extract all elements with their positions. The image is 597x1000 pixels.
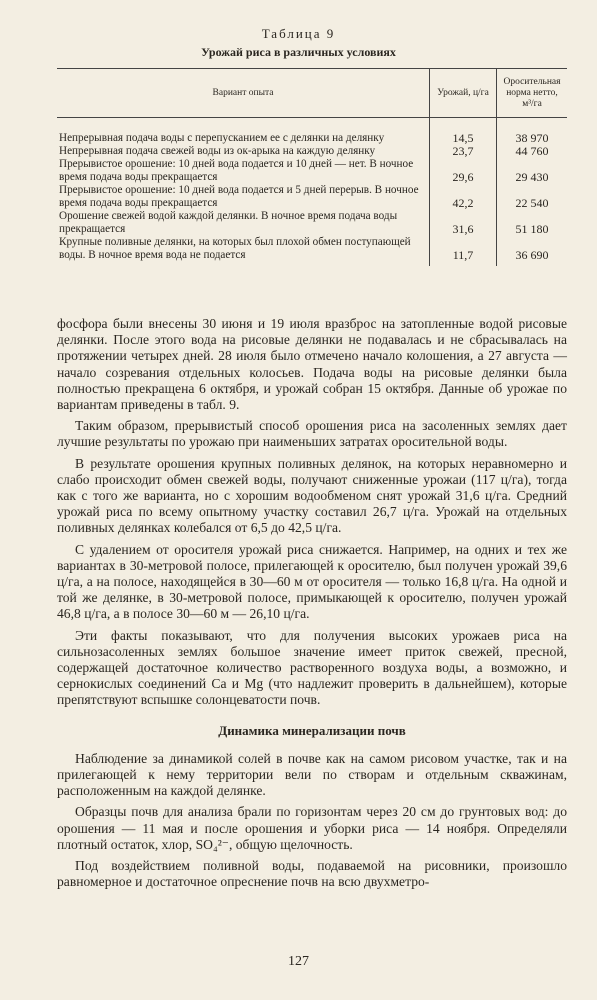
row-norm: 29 430 xyxy=(497,158,568,184)
paragraph: Эти факты показывают, что для получения высоких урожаев риса на сильнозасоленных землях большое значение имеет приток свежей, пресной, содержащей достаточное количество растворенного воздуха воды, а возможно, и сернокислых соединений Ca и Mg (что надлежит проверить в дальнейшем), которые препятствуют вспышке солонцеватости почв. xyxy=(57,627,567,708)
table-title: Урожай риса в различных условиях xyxy=(201,45,396,59)
row-yield: 14,5 xyxy=(430,118,497,146)
row-yield: 29,6 xyxy=(430,158,497,184)
paragraph: фосфора были внесены 30 июня и 19 июля вразброс на затопленные водой рисовые делянки. После этого вода на рисовые делянки не подавалась и не сбрасывалась на протяжении четырех дней. 28 июля было отмечено начало колошения, а 27 августа — начало созревания отдельных колосьев. Подача воды на рисовые делянки была полностью прекращена 6 октября, и урожай собран 15 октября. Данные об урожае по вариантам приведены в табл. 9. xyxy=(57,316,567,413)
table-row xyxy=(57,145,567,158)
table-row xyxy=(57,210,567,236)
row-norm: 36 690 xyxy=(497,236,568,266)
paragraph: В результате орошения крупных поливных делянок, на которых неравномерно и слабо происходит обмен свежей воды, получают сниженные урожаи (117 ц/га), тогда как с того же варианта, но с хорошим водообменом снят урожай 31,6 ц/га. Средний урожай риса по всему опытному участку составил 26,7 ц/га. Урожай на отдельных поливных делянках колебался от 6,5 до 42,5 ц/га. xyxy=(57,455,567,536)
table-label: Таблица 9 xyxy=(261,26,336,41)
row-variant: Непрерывная подача воды с перепусканием ее с делянки на делянку xyxy=(59,132,385,144)
row-yield: 11,7 xyxy=(430,236,497,266)
table-row xyxy=(57,118,567,146)
page-number: 127 xyxy=(288,954,309,969)
row-norm: 22 540 xyxy=(497,184,568,210)
row-norm: 38 970 xyxy=(497,118,568,146)
yield-table xyxy=(57,68,567,266)
table-header-row xyxy=(57,69,567,118)
row-norm: 51 180 xyxy=(497,210,568,236)
table-row xyxy=(57,184,567,210)
row-variant: Прерывистое орошение: 10 дней вода подается и 5 дней перерыв. В ночное время подача воды прекращается xyxy=(59,184,419,209)
row-variant: Непрерывная подача свежей воды из ок-арыка на каждую делянку xyxy=(59,145,376,157)
table-row xyxy=(57,236,567,266)
header-yield: Урожай, ц/га xyxy=(430,69,497,118)
paragraph: Образцы почв для анализа брали по горизонтам через 20 см до грунтовых вод: до орошения — 11 мая и после орошения и уборки риса — 14 ноября. Определяли плотный остаток, хлор, SO₄²⁻, общую щелочность. xyxy=(57,804,567,852)
row-yield: 42,2 xyxy=(430,184,497,210)
row-yield: 23,7 xyxy=(430,145,497,158)
header-variant: Вариант опыта xyxy=(57,69,430,118)
row-yield: 31,6 xyxy=(430,210,497,236)
section-heading: Динамика минерализации почв xyxy=(218,722,406,738)
table-row xyxy=(57,158,567,184)
row-variant: Орошение свежей водой каждой делянки. В ночное время подача воды прекращается xyxy=(59,210,398,235)
row-variant: Прерывистое орошение: 10 дней вода подается и 10 дней — нет. В ночное время подача воды прекращается xyxy=(59,158,414,183)
body-text xyxy=(57,316,567,896)
header-norm: Оросительная норма нетто, м³/га xyxy=(497,69,568,118)
row-norm: 44 760 xyxy=(497,145,568,158)
paragraph: С удалением от оросителя урожай риса снижается. Например, на одних и тех же вариантах в 30-метровой полосе, прилегающей к оросителю, был получен урожай 39,6 ц/га, а на полосе, находящейся в 30—60 м от оросителя — только 16,8 ц/га. На одной и той же делянке, в 30-метровой полосе, примыкающей к оросителю, получен урожай 46,8 ц/га, а в полосе 30—60 м — 26,10 ц/га. xyxy=(57,541,567,622)
paragraph: Таким образом, прерывистый способ орошения риса на засоленных землях дает лучшие результаты по урожаю при наименьших затратах оросительной воды. xyxy=(57,418,567,450)
paragraph: Под воздействием поливной воды, подаваемой на рисовники, произошло равномерное и достаточное опреснение почв на всю двухметро- xyxy=(57,858,567,890)
paragraph: Наблюдение за динамикой солей в почве как на самом рисовом участке, так и на прилегающей к нему территории вели по створам и отдельным скважинам, расположенным на каждой делянке. xyxy=(57,750,567,799)
row-variant: Крупные поливные делянки, на которых был плохой обмен поступающей воды. В ночное время вода не подается xyxy=(59,236,411,261)
